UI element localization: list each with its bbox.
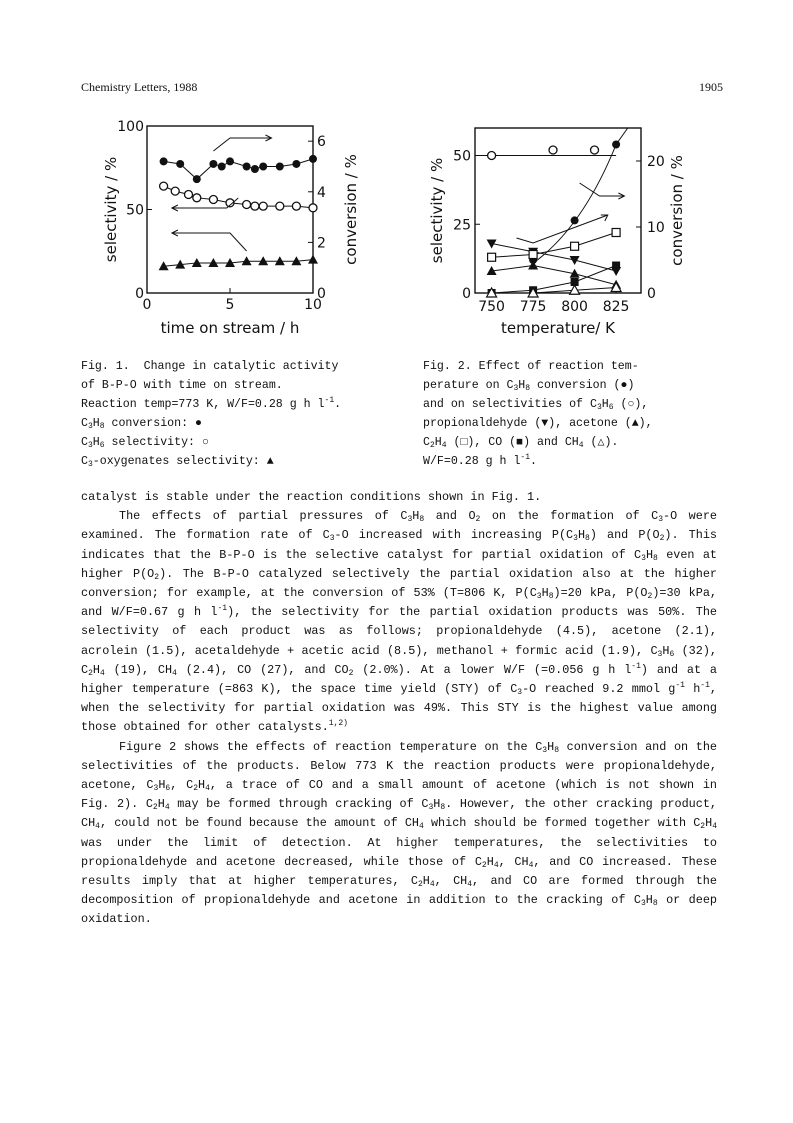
data-point (292, 160, 300, 168)
arrow-right (213, 138, 271, 151)
y-tick-label: 0 (135, 286, 144, 302)
y2-tick-label: 0 (647, 286, 656, 302)
x-tick-label: 750 (478, 299, 505, 315)
data-point (309, 204, 317, 212)
y2-tick-label: 6 (317, 134, 326, 151)
arrow-left (172, 233, 247, 251)
data-point (185, 190, 193, 198)
data-point (308, 255, 318, 264)
body-text: catalyst is stable under the reaction conditions shown in Fig. 1. The effects of partial pressures of $C_3H_8$ and $O_2$ on the formation of $C_3-O$ were examined. The formation rate of $C_3-O$ increased with increasing $P(C_3H_8)$ and $P(O_2)$. This indicates that the B-P-O is the selective catalyst for partial oxidation of $C_3H_8$ even at higher $P(O_2)$. The B-P-O catalyzed selectively the partial oxidation also at the higher conversion; for example, at the conversion of 53% (T=806 K, $P(C_3H_8)=20$ kPa, $P(O_2)=30$ kPa, and W/F=0.67 g h $l^{-1}$), the selectivity for the partial oxidation products was 50%. The selectivity of each product was as follows; propionaldehyde (4.5), acetone (2.1), acrolein (1.5), acetaldehyde + acetic acid (8.5), methanol + formic acid (1.9), $C_3H_6$ (32), $C_2H_4$ (19), $CH_4$ (2.4), CO (27), and $CO_2$ (2.0%). At a lower W/F (=0.056 g h $l^{-1}$) and at a higher temperature (=863 K), the space time yield (STY) of $C_3-O$ reached 9.2 mmol $g^{-1}$ $h^{-1}$, when the selectivity for partial oxidation was 49%. This STY is the highest value among those obtained for other catalysts.$^{1,2)}$ Figure 2 shows the effects of reaction temperature on the $C_3H_8$ conversion and on the selectivities of the products. Below 773 K the reaction products were propionaldehyde, acetone, $C_3H_6$, $C_2H_4$, a trace of CO and a small amount of acetone (which is not shown in Fig. 2). $C_2H_4$ may be formed through cracking of $C_3H_8$. However, the other cracking product, $CH_4$, could not be found because the amount of $CH_4$ which should be formed together with $C_2H_4$ was under the limit of detection. At higher temperatures, the selectivities to propionaldehyde and acetone decreased, while those of $C_2H_4$, $CH_4$, and CO increased. These results imply that at higher temperatures, $C_2H_4$, $CH_4$, and CO are formed through the decomposition of propionaldehyde and acetone in addition to the cracking of $C_3H_8$ or deep oxidation. (81, 490, 718, 927)
data-point (209, 160, 217, 168)
y-tick-label: 50 (453, 148, 471, 165)
data-point (160, 157, 168, 165)
figure-2-chart (410, 108, 710, 344)
journal-header: Chemistry Letters, 1988 (81, 80, 198, 94)
y2-axis-label: conversion / % (668, 155, 686, 266)
x-tick-label: 5 (225, 297, 235, 313)
data-point (243, 162, 251, 170)
data-point (160, 182, 168, 190)
series-line (492, 244, 616, 272)
data-point (488, 152, 496, 160)
data-point (171, 187, 179, 195)
data-point (571, 216, 579, 224)
data-point (243, 200, 251, 208)
x-axis-label: temperature/ K (501, 319, 615, 337)
data-point (251, 165, 259, 173)
y-tick-label: 50 (126, 202, 144, 219)
figure-2-caption: Fig. 2. Effect of reaction tem- perature on $C_3H_8$ conversion (●) and on selectivities of $C_3H_6$ (○), propionaldehyde (▼), acetone (▲), $C_2H_4$ (□), CO (■) and $CH_4$ (△). W/F=0.28 g h $l^{-1}$. (423, 360, 653, 468)
arrow-right (580, 183, 625, 196)
arrow-right (517, 215, 608, 243)
data-point (259, 202, 267, 210)
x-axis-label: time on stream / h (160, 319, 300, 337)
data-point (193, 194, 201, 202)
series-line (492, 266, 616, 285)
figure-1-chart (80, 108, 380, 344)
y2-tick-label: 0 (317, 286, 326, 302)
data-point (612, 262, 620, 270)
data-point (276, 202, 284, 210)
y2-tick-label: 20 (647, 154, 665, 170)
data-point (292, 202, 300, 210)
data-point (549, 146, 557, 154)
plot-frame (147, 126, 313, 293)
data-point (276, 162, 284, 170)
y-axis-label: selectivity / % (102, 156, 120, 263)
y2-tick-label: 4 (317, 184, 326, 201)
y2-tick-label: 2 (317, 235, 326, 252)
series-line (164, 260, 313, 267)
x-tick-label: 800 (561, 299, 588, 315)
figure-1-caption: Fig. 1. Change in catalytic activity of B-P-O with time on stream. Reaction temp=773 K, W/F=0.28 g h $l^{-1}$. $C_3H_8$ conversion: ● $C_3H_6$ selectivity: ○ $C_3$-oxygenates selectivity: ▲ (81, 360, 342, 469)
data-point (226, 157, 234, 165)
y2-axis-label: conversion / % (342, 154, 360, 265)
data-point (259, 162, 267, 170)
data-point (209, 195, 217, 203)
data-point (591, 146, 599, 154)
data-point (488, 253, 496, 261)
y-tick-label: 25 (453, 217, 471, 234)
x-tick-label: 10 (304, 297, 322, 313)
data-point (612, 141, 620, 149)
data-point (612, 229, 620, 237)
data-point (571, 242, 579, 250)
data-point (193, 175, 201, 183)
series-line (164, 159, 313, 179)
data-point (251, 202, 259, 210)
page-number: 1905 (699, 80, 723, 94)
data-point (176, 160, 184, 168)
y2-tick-label: 10 (647, 220, 665, 236)
x-tick-label: 825 (602, 299, 630, 315)
data-point (529, 251, 537, 259)
data-point (218, 162, 226, 170)
x-tick-label: 0 (142, 297, 152, 313)
y-tick-label: 0 (462, 286, 471, 302)
data-point (309, 155, 317, 163)
y-tick-label: 100 (117, 119, 144, 135)
y-axis-label: selectivity / % (428, 157, 446, 264)
x-tick-label: 775 (519, 299, 547, 315)
